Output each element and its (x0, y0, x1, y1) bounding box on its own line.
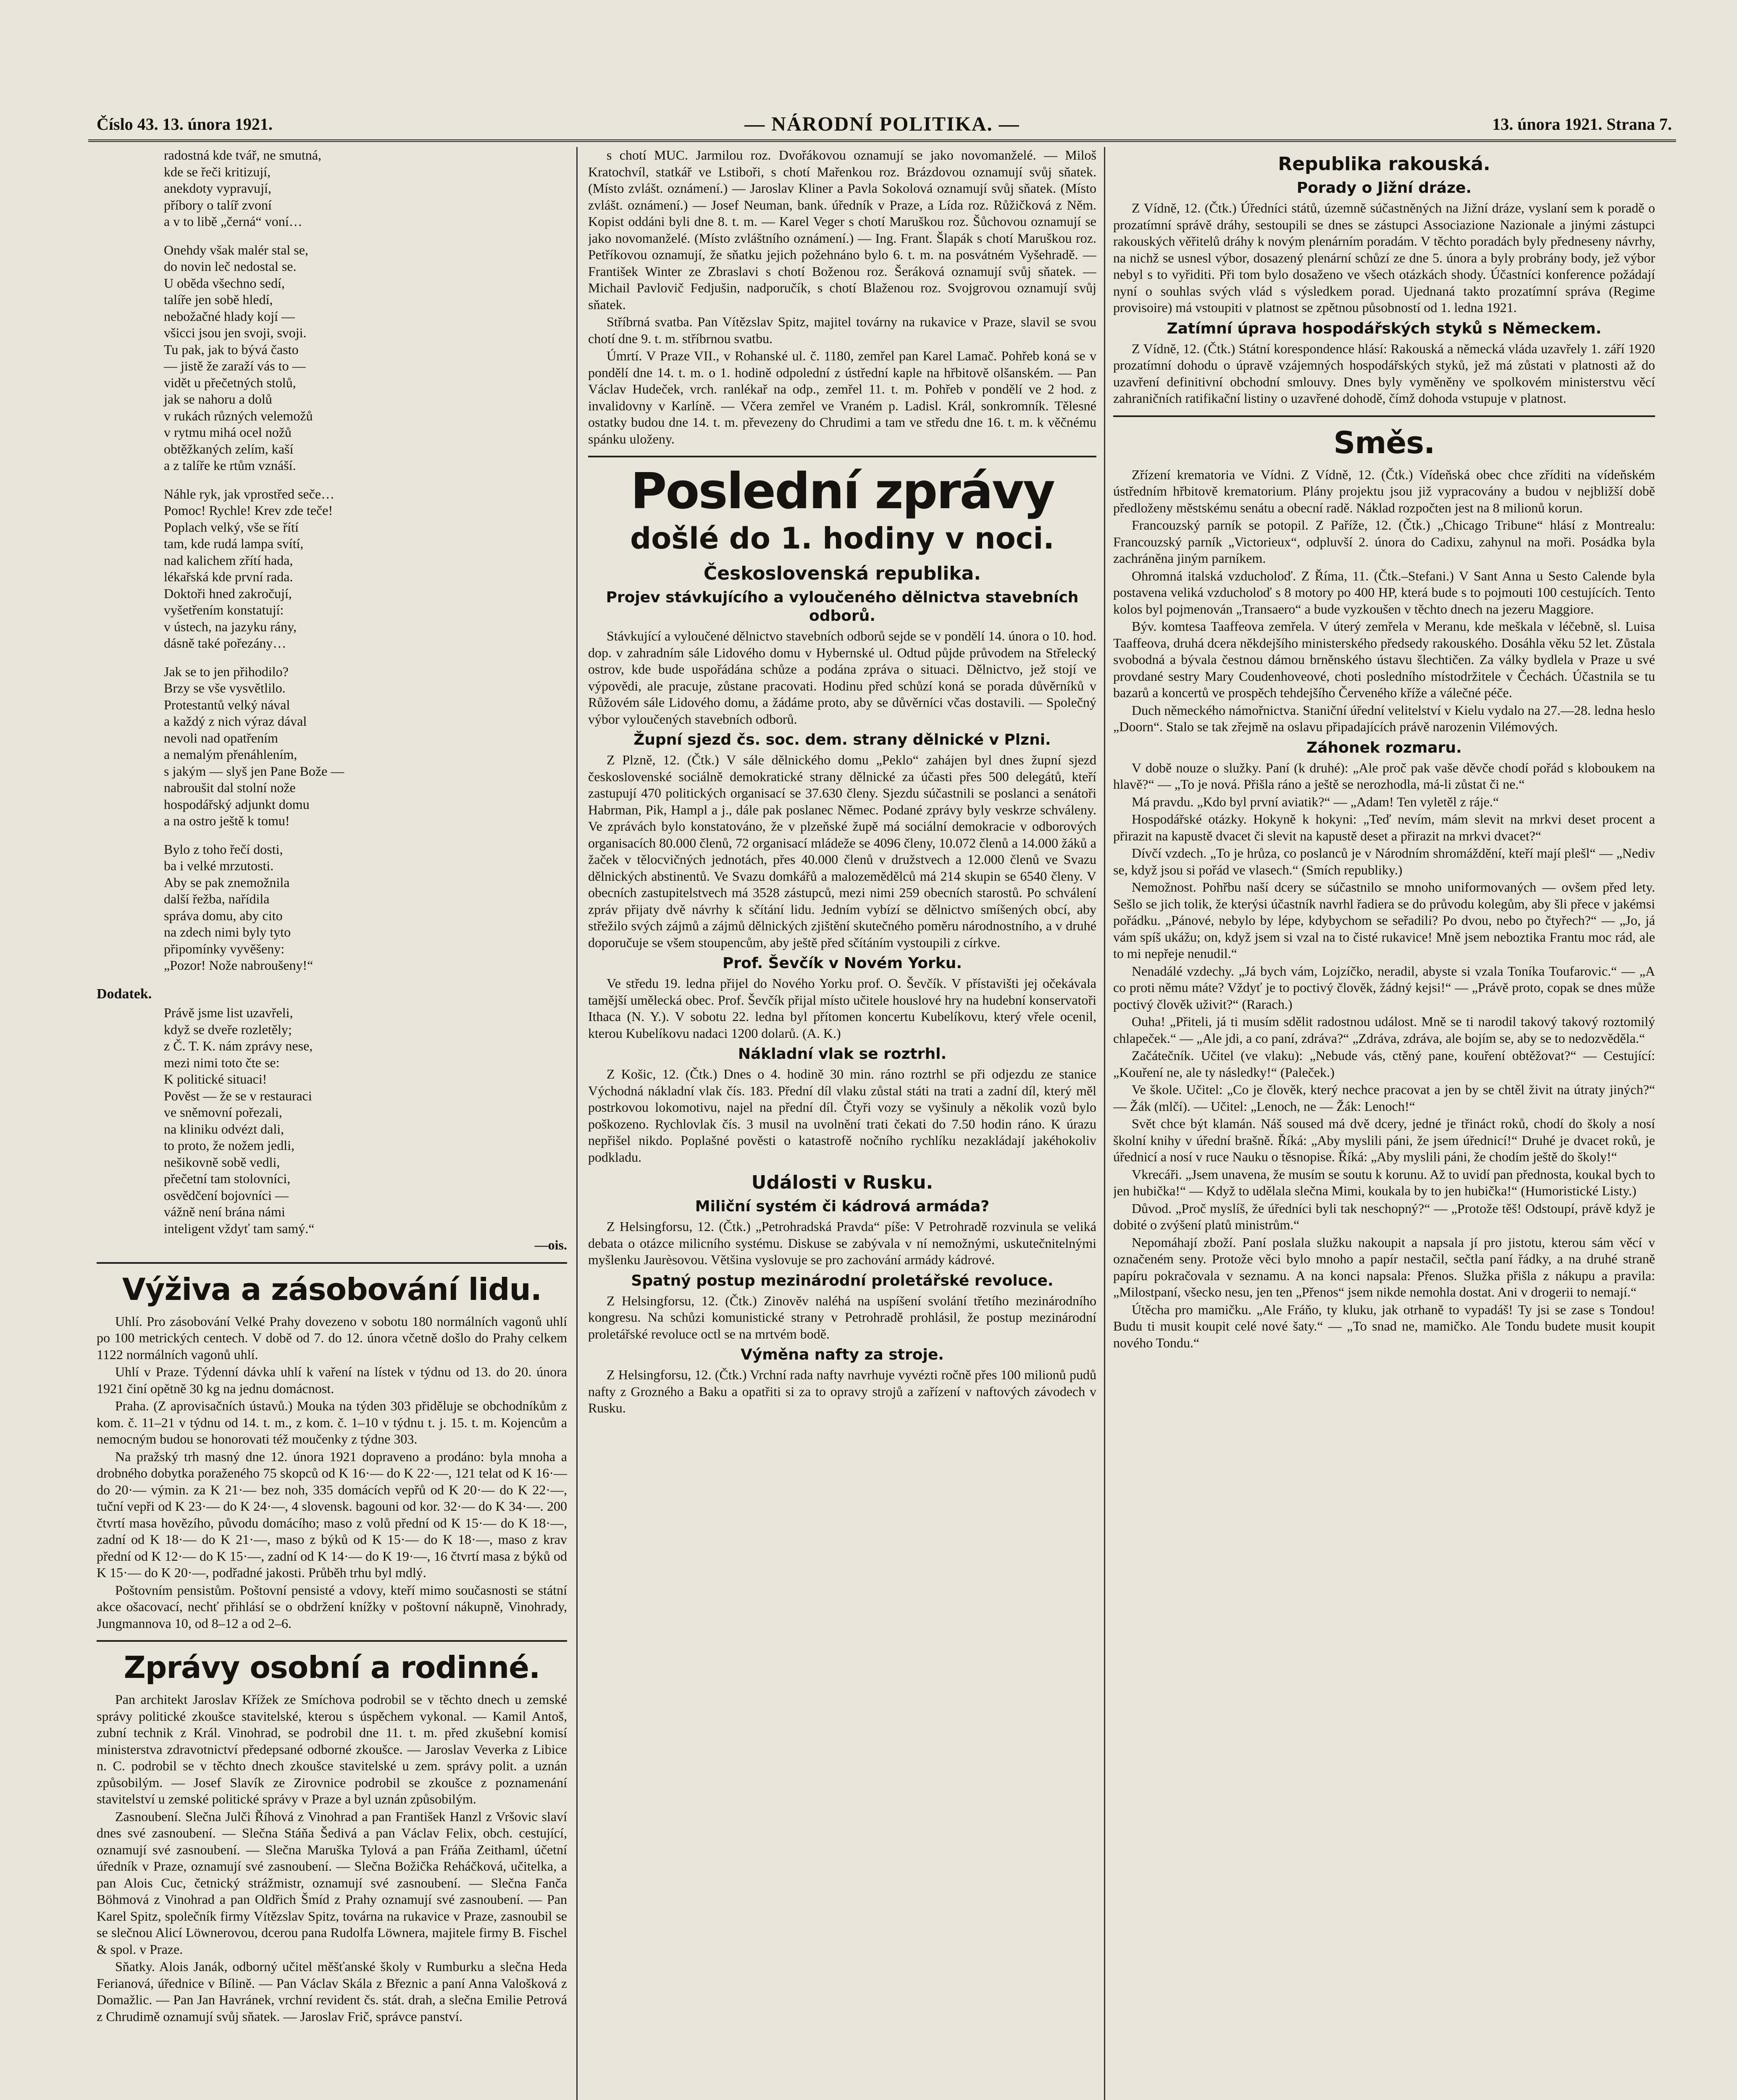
poem-line: připomínky vyvěšeny: (164, 941, 285, 956)
paragraph: Francouzský parník se potopil. Z Paříže, 12. (Čtk.) „Chicago Tribune“ hlásí z Montrealu: Francouzský parník „Victorieux“, odpluvší 2. února do Cadixu, zahynul na moři. Posádka byla zachráněna jiným parníkem. (1113, 517, 1655, 566)
separator (1113, 415, 1655, 417)
column-rule-2 (1104, 147, 1105, 2100)
separator (97, 1262, 567, 1264)
poem-line: nešikovně sobě vedli, (164, 1154, 280, 1170)
poem-line: v rytmu mihá ocel nožů (164, 425, 292, 440)
poem (97, 147, 567, 974)
paragraph: Má pravdu. „Kdo byl první aviatik?“ — „Adam! Ten vyletěl z ráje.“ (1132, 794, 1499, 809)
paragraph: Uhlí. Pro zásobování Velké Prahy dovezeno v sobotu 180 normálních vagonů uhlí po 100 metrických centech. V době od 7. do 12. února včetně došlo do Prahy celkem 1122 normálních vagonů uhlí. (97, 1313, 567, 1362)
austria-sub-2: Zatímní úprava hospodářských styků s Německem. (1167, 320, 1602, 337)
poem-line: nebožačné hlady kojí — (164, 308, 295, 324)
paragraph: Zřízení krematoria ve Vídni. Z Vídně, 12. (Čtk.) Vídeňská obec chce zříditi na vídeňském ústředním hřbitově krematorium. Plány projektu jsou již vypracovány a budou v nejbližší době předloženy městskému senátu a obecní radě. Náklad rozpočten jest na 8 milionů korun. (1113, 467, 1655, 515)
poem-line: přečetní tam stolovníci, (164, 1171, 291, 1186)
paragraph: Úmrtí. V Praze VII., v Rohanské ul. č. 1180, zemřel pan Karel Lamač. Pohřeb koná se v pondělí dne 14. t. m. o 1. hodině odpolední z ústřední kaple na hřbitově olšanském. — Pan Václav Hudeček, vrch. ranlékař na odp., zemřel 11. t. m. Pohřeb v pondělí ve 2 hod. z invalidovny v Karlíně. — Včera zemřel ve Vraném p. Ladisl. Král, sonkromník. Tělesné ostatky budou dne 14. t. m. převezeny do Chrudimi a tam ve středu dne 16. t. m. k věčnému spánku uloženy. (588, 348, 1096, 446)
author-signature: —ois. (534, 1237, 567, 1252)
paragraph: Vkrecáři. „Jsem unavena, že musím se soutu k korunu. Až to uvidí pan přednosta, koukal bych to jen hubička!“ — Když to udělala slečna Mimi, koukala by to jen hubička!“ (Humoristické Listy.) (1113, 1166, 1655, 1198)
poem-line: Právě jsme list uzavřeli, (164, 1005, 293, 1020)
paragraph: Na pražský trh masný dne 12. února 1921 dopraveno a prodáno: byla mnoha a drobného dobytka poraženého 75 skopců od K 16·— do K 22·—, 121 telat od K 16·— do 20·— výmin. za K 21·— bez noh, 335 domácích vepřů od K 20·— do K 22·—, tuční vepři od K 23·— do K 24·—, 4 slovensk. bagouni od kor. 32·— do K 34·—. 200 čtvrtí masa hovězího, původu domácího; maso z volů přední od K 15·— do K 18·—, zadní od K 18·— do K 21·—, maso z býků od K 15·— do K 18·—, maso z krav přední od K 12·— do K 15·—, zadní od K 14·— do K 19·—, 16 čtvrtí masa z býků od K 15·— do K 20·—, podřadné jakosti. Průběh trhu byl mdlý. (97, 1449, 567, 1580)
russia-sub-2: Spatný postup mezinárodní proletářské revoluce. (631, 1272, 1054, 1289)
poem-line: na kliniku odvézt dali, (164, 1121, 284, 1137)
issue-number: Číslo 43. 13. února 1921. (97, 115, 273, 134)
paragraph: Ouha! „Přiteli, já ti musím sdělit radostnou událost. Mně se ti narodil takový takový roztomilý chlapeček.“ — „Ale jdi, a co paní, zdráva?“ „Zdráva, zdráva, ale bojím se, aby se to nedozvěděla.“ (1113, 1014, 1655, 1046)
paragraph: Nemožnost. Pohřbu naší dcery se súčastnilo se mnoho uniformovaných — ovšem před lety. Sešlo se jich tolik, že kterýsi účastník navrhl řadiera se do průvodu kolegům, aby šli přece v jakémsi pořádku. „Pánové, nebylo by lépe, kdybychom se seřadili? Po dvou, nebo po čtyřech?“ — „Jo, já vám spíš ukážu; on, když jsem si vzal na to čisté rukavice! Mně jsem neboztika Frantu moc rád, ale to mi nepřeje nenudil.“ (1113, 879, 1655, 961)
poem-line: anekdoty vypravují, (164, 181, 271, 196)
poem-line: inteligent vždyť tam samý.“ (164, 1221, 315, 1236)
poem-line: vidět u přečetných stolů, (164, 375, 296, 390)
paragraph: V době nouze o služky. Paní (k druhé): „Ale proč pak vaše děvče chodí pořád s kloboukem na hlavě?“ — „To je nová. Přišla ráno a ještě se nerozhodla, má-li zůstat či ne.“ (1113, 760, 1655, 792)
poem-line: dásně také pořezány… (164, 635, 286, 651)
strike-article-title: Projev stávkujícího a vyloučeného dělnictva stavebních odborů. (606, 589, 1079, 625)
column-1 (97, 147, 567, 2100)
paragraph: Praha. (Z aprovisačních ústavů.) Mouka na týden 303 přiděluje se obchodníkům z kom. č. 11–21 v týdnu od 14. t. m., z kom. č. 1–10 v týdnu t. j. 15. t. m. Kojencům a nemocným budou se honorovati též moučenky z týdne 303. (97, 1398, 567, 1446)
poem-line: a nemalým přenáhlením, (164, 747, 297, 762)
plzen-article-body: Z Plzně, 12. (Čtk.) V sále dělnického domu „Peklo“ zahájen byl dnes župní sjezd československé sociálně demokratické strany dělnické za účasti přes 500 delegátů, kteří zastupují 470 politických organisací se 37.630 členy. Sjezdu súčastnili se poslanci a senátoři Habrman, Pik, Hampl a j., dále pak poslanec Němec. Podané zprávy byly veskrze schváleny. Ve zprávách bylo konstatováno, že v plzeňské župě má sociální demokracie v odborových organisacích 80.000 členů, 72 organisací mládeže se 4096 členy, 10.072 členů a 14.000 žáků a žaček v tělocvičných jednotách, přes 40.000 členů v družstvech a 12.000 členů ve Svazu dělnických abstinentů. Ve Svazu domkářů a malozemědělců má 214 skupin se 6540 členy. V obecních zastupitelstvech má 3528 zástupců, mezi nimi 259 obecních starostů. Po schválení zpráv přijaty dvě návrhy k sčítání lidu. Jedním vybízí se dělnictvo smíšených obcí, aby střežilo svých zájmů a zájmů dělnických zjištění skutečného poměru národnostního, a v druhé doporučuje se všem stoupencům, aby ještě před sčítáním vystoupili z církve. (588, 752, 1096, 950)
column-2 (588, 147, 1096, 2100)
russia-body-3: Z Helsingforsu, 12. (Čtk.) Vrchní rada nafty navrhuje vyvézti ročně přes 100 milionů pudů nafty z Grozného a Baku a opatřiti si za to opravy strojů a zařízení v naftových závodech v Rusku. (588, 1367, 1096, 1415)
paragraph: Duch německého námořnictva. Staniční úřední velitelství v Kielu vydalo na 27.—28. ledna heslo „Doorn“. Stalo se tak zřejmě na oslavu připadajících právě narozenin Vilémových. (1113, 702, 1655, 734)
column-3 (1113, 147, 1655, 2100)
austria-body-1: Z Vídně, 12. (Čtk.) Úředníci států, územně súčastněných na Jižní dráze, vyslaní sem k poradě o prozatímní správě dráhy, sestoupili se dnes se zástupci Associazione Nazionale a jinými zástupci rakouských věřitelů dráhy k novým plenárním poradám. V těchto poradách byly předneseny návrhy, na nichž se usnesl výbor, dosazený plenární schůzí ze dne 5. února a byly probrány body, jež výbor nebyl s to vyřiditi. Při tom bylo dosaženo ve všech otázkách shody. Účastníci konference požádají nyní o souhlas svých vlád s výsledkem porad. Ujednaná takto prozatímní správa (Regime provisoire) má vstoupiti v platnost se zpětnou působností od 1. ledna 1921. (1113, 200, 1655, 315)
poem-line: talíře jen sobě hledí, (164, 292, 273, 307)
dodatek-heading: Dodatek. (97, 986, 152, 1002)
poem-line: Doktoři hned zakročují, (164, 585, 292, 601)
poem-line: Pomoc! Rychle! Krev zde teče! (164, 503, 333, 518)
page-header (88, 110, 1676, 142)
paragraph: Hospodářské otázky. Hokyně k hokyni: „Teď nevím, mám slevit na mrkvi deset procent a přirazit na kapustě dvacet či slevit na kapustě deset a přirazit na mrkvi dvacet?“ (1113, 811, 1655, 843)
poem-line: v rukách různých velemožů (164, 408, 313, 423)
paragraph: Sňatky. Alois Janák, odborný učitel měšťanské školy v Rumburku a slečna Heda Ferianová, úřednice v Bílině. — Pan Václav Skála z Březnic a paní Anna Valošková z Domažlic. — Pan Jan Havránek, vrchní revident čs. stát. drah, a slečna Emilie Petrová z Chrudimě oznamují svůj sňatek. — Jaroslav Frič, správce panství. (97, 1959, 567, 2024)
poem-stanza (164, 664, 567, 830)
poem-line: s jakým — slyš jen Pane Bože — (164, 763, 344, 779)
section-zasobovani-body (97, 1313, 567, 1632)
separator (97, 1640, 567, 1642)
poem-line: Tu pak, jak to bývá často (164, 341, 299, 357)
poem-line: další řežba, nařídila (164, 891, 270, 906)
paragraph: Poštovním pensistům. Poštovní pensisté a vdovy, kteří mimo současnosti se státní akce ošacovací, nechť přihlásí se o obdržení knížky v poštovní nákupně, Vinohrady, Jungmannova 10, od 8–12 a od 2–6. (97, 1582, 567, 1631)
paragraph: Důvod. „Proč myslíš, že úředníci byli tak neschopný?“ — „Protože těš! Odstoupí, právě když je dobité o zvýšení platů ministrům.“ (1113, 1200, 1655, 1232)
poem-line: Protestantů velký nával (164, 697, 290, 712)
poem-line: „Pozor! Nože nabroušeny!“ (164, 958, 313, 973)
separator (588, 456, 1096, 457)
poem-line: K politické situaci! (164, 1071, 267, 1087)
poem-line: Onehdy však malér stal se, (164, 242, 308, 257)
strike-article-body: Stávkující a vyloučené dělnictvo stavebních odborů sejde se v pondělí 14. února o 10. hod. dop. v zahradním sále Lidového domu v Hybernské ul. Odtud půjde průvodem na Střelecký ostrov, kde bude uspořádána schůze a podána zpráva o situaci. Dělnictvo, jež stojí ve výpovědi, ale pracuje, zůstane pracovati. Hodinu před schůzí koná se porada důvěrníků v Růžovém sále Lidového domu, a žádáme proto, aby se důvěrníci včas dostavili. — Společný výbor vyloučených stavebních odborů. (588, 628, 1096, 727)
poem-line: na zdech nimi byly tyto (164, 924, 291, 940)
poem-line: z Č. T. K. nám zprávy nese, (164, 1038, 313, 1053)
paragraph: Nenadálé vzdechy. „Já bych vám, Lojzíčko, neradil, abyste si vzala Toníka Toufarovic.“ — „A co proti němu máte? Vždyť je to poctivý člověk, žádný kejsi!“ — „Právě proto, copak se dnes může poctivý člověk uživit?“ (Rarach.) (1113, 963, 1655, 1012)
paragraph: s chotí MUC. Jarmilou roz. Dvořákovou oznamují se jako novomanželé. — Miloš Kratochvíl, statkář ve Lstiboři, s chotí Mařenkou roz. Brázdovou oznamují svůj sňatek. (Místo zvlášt. oznámení.) — Jaroslav Kliner a Pavla Sokolová oznamují svůj sňatek. (Místo zvlášt. oznámení.) — Josef Neuman, bank. úředník v Praze, a Lída roz. Růžičková z Něm. Kopist oddáni byli dne 8. t. m. — Karel Veger s chotí Maruškou roz. Šůchovou oznamují se jako novomanželé. (Místo zvláštního oznámení.) — Ing. Frant. Šlapák s chotí Maruškou roz. Petříkovou oznamují, že sňatku jejich požehnáno bylo 6. t. m. na posvátném Vyšehradě. — František Winter ze Zbraslavi s chotí Boženou roz. Šeráková oznamují svůj sňatek. — Michail Pavlovič Fedjušin, nadporučík, s chotí Blaženou roz. Svojgrovou oznamují svůj sňatek. (588, 147, 1096, 312)
poem-line: mezi nimi toto čte se: (164, 1055, 280, 1070)
smes-body (1113, 467, 1655, 735)
poem-line: kde se řeči kritizují, (164, 164, 271, 179)
poem-stanza (164, 242, 567, 474)
poem-line: osvědčení bojovníci — (164, 1187, 289, 1203)
section-title-zpravy-osobni: Zprávy osobní a rodinné. (124, 1650, 540, 1685)
dodatek-poem (97, 1005, 567, 1237)
poem-line: Pověst — že se v restauraci (164, 1088, 312, 1103)
poem-line: lékařská kde první rada. (164, 569, 293, 584)
russia-sub-3: Výměna nafty za stroje. (741, 1346, 944, 1363)
poem-line: Bylo z toho řečí dosti, (164, 841, 283, 857)
austria-sub-1: Porady o Jižní dráze. (1296, 179, 1472, 197)
russia-sub-1: Miliční systém či kádrová armáda? (695, 1198, 990, 1215)
poem-line: když se dveře rozletěly; (164, 1021, 292, 1037)
poem-line: v ústech, na jazyku rány, (164, 619, 297, 634)
austria-heading: Republika rakouská. (1278, 153, 1490, 175)
poem-line: správa domu, aby cito (164, 908, 283, 923)
sevcik-article-title: Prof. Ševčík v Novém Yorku. (722, 955, 962, 972)
poem-line: všicci jsou jen svoji, svoji. (164, 325, 307, 340)
poem-line: Brzy se vše vysvětlilo. (164, 680, 286, 696)
paragraph: Dívčí vzdech. „To je hrůza, co poslanců je v Národním shromáždění, kteří mají plešl“ — „Nediv se, když jsou si pořád ve vlasech.“ (Smích republiky.) (1113, 845, 1655, 877)
poem-stanza (164, 486, 567, 652)
poem-line: to proto, že nožem jedli, (164, 1138, 295, 1153)
poem-stanza (164, 147, 567, 230)
paragraph: Býv. komtesa Taaffeova zemřela. V úterý zemřela v Meranu, kde meškala v léčebně, sl. Luisa Taaffeova, druhá dcera někdejšího ministerského předsedy rakouského. Dosáhla věku 52 let. Zůstala svobodná a bývala čestnou dámou brněnského ústavu šlechtičen. Za války bydlela v Praze u své provdané sestry Mary Coudenhoveové, choti posledního místodržitele v Čechách. Účastnila se tu bazarů a koncertů ve prospěch tehdejšího Červeného kříže a válečné péče. (1113, 619, 1655, 700)
paragraph: Ohromná italská vzducholoď. Z Říma, 11. (Čtk.–Stefani.) V Sant Anna u Sesto Calende byla postavena veliká vzducholoď s 8 motory po 400 HP, která bude s to pojmouti 100 cestujících. Tento kolos byl pojmenován „Transaero“ a bude vyzkoušen v těchto dnech na jezeru Maggiore. (1113, 568, 1655, 617)
russia-heading: Události v Rusku. (751, 1172, 933, 1193)
czechoslovak-republic-heading: Československá republika. (703, 563, 981, 584)
train-article-body: Z Košic, 12. (Čtk.) Dnes o 4. hodině 30 min. ráno roztrhl se při odjezdu ze stanice Východná nákladní vlak čís. 183. Přední díl vlaku zůstal státi na trati a zadní díl, který měl postrkovou lokomotivu, najel na přední díl. Čtyři vozy se vyšinuly a několik vozů bylo poškozeno. Rychlovlak čís. 3 musil na uvolnění trati čekati do 7.50 hodin ráno. K úrazu nepřišel nikdo. Poplašné pověsti o katastrofě nočního rychlíku nezakládají jakéhokoliv podkladu. (588, 1066, 1096, 1165)
paragraph: Uhlí v Praze. Týdenní dávka uhlí k vaření na lístek v týdnu od 13. do 20. února 1921 činí opětně 30 kg na jednu domácnost. (97, 1364, 567, 1396)
poem-line: Jak se to jen přihodilo? (164, 664, 289, 679)
zahonek-heading: Záhonek rozmaru. (1306, 739, 1462, 756)
russia-body-2: Z Helsingforsu, 12. (Čtk.) Zinověv naléhá na uspíšení svolání třetího mezinárodního kongresu. Na schůzi komunistické strany v Petrohradě prohlásil, že postup mezinárodní proletářské revoluce octl se na mrtvém bodě. (588, 1293, 1096, 1341)
zahonek-body (1113, 760, 1655, 1352)
paragraph: Stříbrná svatba. Pan Vítězslav Spitz, majitel továrny na rukavice v Praze, slavil se svou chotí dne 9. t. m. stříbrnou svatbu. (588, 314, 1096, 346)
page-date-number: 13. února 1921. Strana 7. (1492, 115, 1672, 134)
russia-body-1: Z Helsingforsu, 12. (Čtk.) „Petrohradská Pravda“ píše: V Petrohradě rozvinula se veliká debata o otázce milicního systému. Diskuse se zabývala v ní nemožnými, uskutečnitelnými myšlenku Jaurèsovou. Většina vyslovuje se pro zachování armády kádrové. (588, 1219, 1096, 1267)
masthead-title: — NÁRODNÍ POLITIKA. — (744, 113, 1020, 135)
poem-line: jak se nahoru a dolů (164, 391, 272, 407)
paragraph: Ve škole. Učitel: „Co je člověk, který nechce pracovat a jen by se chtěl živit na útraty jiných?“ — Žák (mlčí). — Učitel: „Lenoch, ne — Žák: Lenoch!“ (1113, 1082, 1655, 1114)
poem-line: do novin leč nedostal se. (164, 259, 297, 274)
austria-body-2: Z Vídně, 12. (Čtk.) Státní korespondence hlásí: Rakouská a německá vláda uzavřely 1. září 1920 prozatímní dohodu o úpravě vzájemných hospodářských styků, jež má zůstati v platnosti až do uzavření definitivní obchodní smlouvy. Dnes byly vyměněny ve spolkovém ministerstvu věcí zahraničních ratifikační listiny o uzavřené dohodě, čímž dohoda vstupuje v platnost. (1113, 341, 1655, 406)
train-article-title: Nákladní vlak se roztrhl. (738, 1045, 947, 1063)
latest-news-subtitle: došlé do 1. hodiny v noci. (630, 521, 1054, 556)
paragraph: Útěcha pro mamičku. „Ale Fráňo, ty kluku, jak otrhaně to vypadáš! Ty jsi se zase s Tondou! Budu ti musit koupit celé nové šaty.“ — „To snad ne, mamičko. Ale Tondu budete musit koupit nového Tondu.“ (1113, 1302, 1655, 1350)
poem-stanza (164, 841, 567, 974)
poem-line: a z talíře ke rtům vznáší. (164, 458, 296, 473)
poem-line: a každý z nich výraz dával (164, 714, 307, 729)
latest-news-title: Poslední zprávy (630, 462, 1054, 520)
poem-line: obtěžkaných zelím, kaší (164, 441, 294, 457)
column-rule-1 (576, 147, 578, 2100)
poem-line: U oběda všechno sedí, (164, 275, 285, 291)
poem-line: tam, kde rudá lampa svítí, (164, 536, 304, 551)
paragraph: Nepomáhají zboží. Paní poslala služku nakoupit a napsala jí pro jistotu, kterou sám věcí v označeném seny. Protože věci bylo mnoho a papír nestačil, sečtla paní řádky, a na druhé straně papíru pokračovala v seznamu. A na konci napsala: Přenos. Služka přišla z nákupu a pravila: „Milostpaní, všecko nesu, jen ten „Přenos“ jsem nikde nemohla dostat. Ani v drogerii to nemají.“ (1113, 1234, 1655, 1299)
personal-notices-continued (588, 147, 1096, 447)
poem-line: ba i velké mrzutosti. (164, 858, 274, 873)
poem-line: a na ostro ještě k tomu! (164, 813, 290, 828)
poem-line: nad kalichem zřítí hada, (164, 552, 293, 568)
smes-heading: Směs. (1333, 425, 1435, 460)
poem-line: Poplach velký, vše se řítí (164, 519, 299, 535)
paragraph: Zasnoubení. Slečna Julči Říhová z Vinohrad a pan František Hanzl z Vršovic slaví dnes své zasnoubení. — Slečna Stáňa Šedivá a pan Václav Felix, obch. cestující, oznamují své zasnoubení. — Slečna Maruška Tylová a pan Fráňa Zeithaml, účetní úředník v Praze, oznamují své zasnoubení. — Slečna Božička Reháčková, učitelka, a pan Alois Cuc, četnický strážmistr, oznamují své zasnoubení. — Slečna Fanča Böhmová z Vinohrad a pan Oldřich Šmíd z Prahy oznamují své zasnoubení. — Pan Karel Spitz, společník firmy Vítězslav Spitz, továrna na rukavice v Praze, zasnoubil se se slečnou Alicí Löwnerovou, dcerou pana Rudolfa Löwnera, majitele firmy B. Fischel & spol. v Praze. (97, 1809, 567, 1957)
paragraph: Pan architekt Jaroslav Křížek ze Smíchova podrobil se v těchto dnech u zemské správy politické zkoušce stavitelské, kterou s úspěchem vykonal. — Kamil Antoš, zubní technik z Král. Vinohrad, se podrobil dne 11. t. m. před zkušební komisí ministerstva zdravotnictví předepsané odborné zkoušce. — Jaroslav Veverka z Libice n. C. podrobil se v těchto dnech zkoušce stavitelské u zem. správy polit. a uznán způsobilým. — Josef Slavík ze Zirovnice podrobil se zkoušce z poznamenání stavitelství u zemské politické správy v Praze a byl uznán způsobilým. (97, 1692, 567, 1806)
poem-line: příbory o talíř zvoní (164, 197, 272, 213)
section-title-zasobovani: Výživa a zásobování lidu. (122, 1271, 542, 1307)
section-zpravy-osobni-body (97, 1691, 567, 2025)
poem-line: Náhle ryk, jak vprostřed seče… (164, 486, 335, 501)
poem-line: a v to libě „černá“ voní… (164, 214, 302, 229)
poem-line: radostná kde tvář, ne smutná, (164, 147, 321, 163)
poem-line: hospodářský adjunkt domu (164, 796, 310, 812)
poem-line: ve sněmovní pořezali, (164, 1105, 282, 1120)
poem-line: nevoli nad opatřením (164, 730, 278, 746)
sevcik-article-body: Ve středu 19. ledna přijel do Nového Yorku prof. O. Ševčík. V přístavišti jej očekávala tamější umělecká obec. Prof. Ševčík přijal místo učitele houslové hry na hudební konservatoři Ithaca (N. Y.). V sobotu 22. ledna byl přítomen koncertu Kubelíkovu, který vřele ocenil, kterou Kubelíkovu nadaci 1200 dolarů. (A. K.) (588, 976, 1096, 1041)
poem-line: Aby se pak znemožnila (164, 874, 290, 890)
paragraph: Svět chce být klamán. Náš soused má dvě dcery, jedné je třináct roků, chodí do školy a nosí školní knihy v úřední brašně. Říká: „Aby myslili páni, že jsem úřednicí!“ Druhé je dvacet roků, je úřednicí a nosí v ruce Nauku o těsnopise. Říká: „Aby myslili páni, že chodím ještě do školy!“ (1113, 1116, 1655, 1164)
poem-line: vážně není brána námi (164, 1204, 285, 1219)
paragraph: Začátečník. Učitel (ve vlaku): „Nebude vás, ctěný pane, kouření obtěžovat?“ — Cestující: „Kouření ne, ale ty následky!“ (Paleček.) (1113, 1048, 1655, 1080)
poem-line: nabroušit dal stolní nože (164, 780, 296, 795)
poem-line: vyšetřením konstatují: (164, 602, 284, 617)
plzen-article-title: Župní sjezd čs. soc. dem. strany dělnické v Plzni. (633, 731, 1051, 748)
poem-line: — jistě že zaraží vás to — (164, 358, 306, 373)
